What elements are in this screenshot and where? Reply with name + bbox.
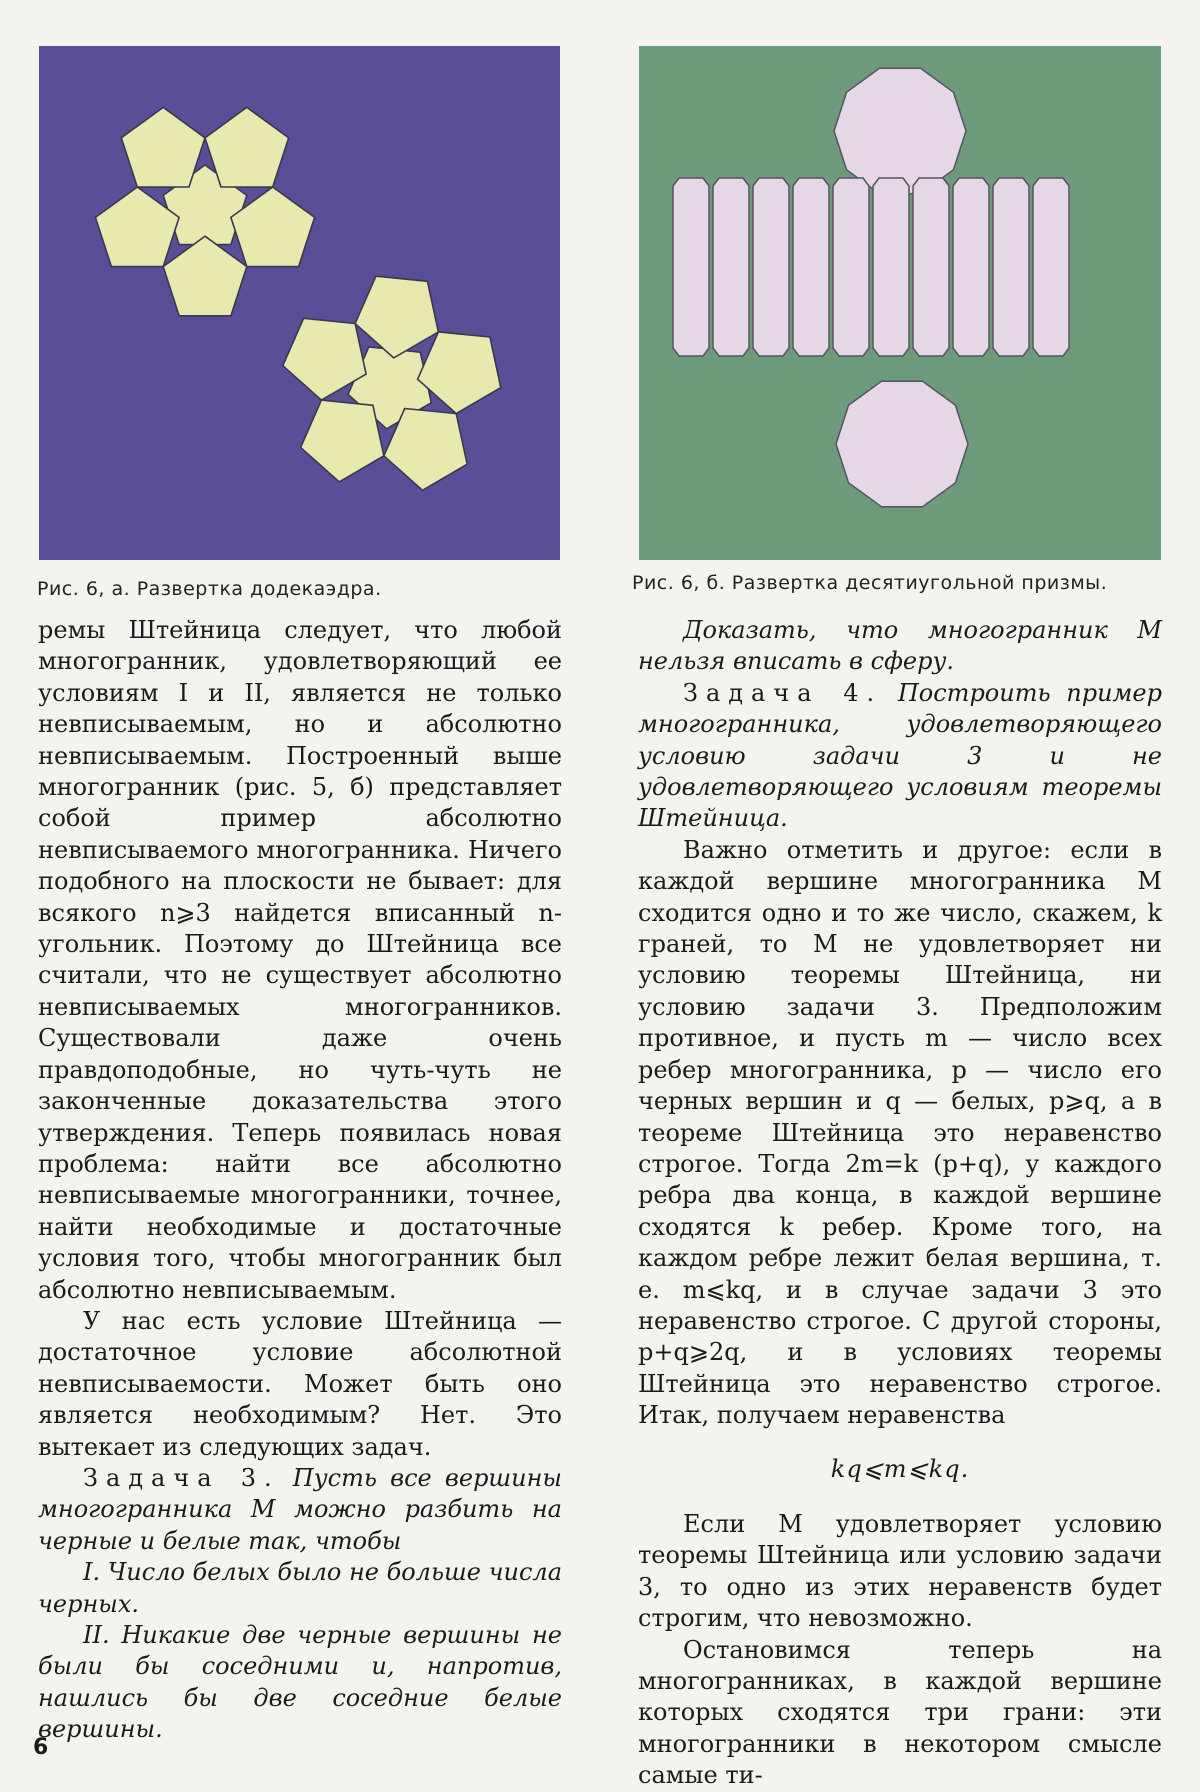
paragraph: Важно отметить и другое: если в каждой вершине многогранника M сходится одно и то же число, скажем, k граней, то M не удовлетворяет ни условию теоремы Штейница, ни условию задачи 3. Предположим противное, и пусть m — число всех ребер многогранника, p — число его черных вершин и q — белых, p⩾q, а в теореме Штейница это неравенство строгое. Тогда 2m=k (p+q), у каждого ребра два конца, в каждой вершине сходятся k ребер. Кроме того, на каждом ребре лежит белая вершина, т. е. m⩽kq, и в случае задачи 3 это неравенство строгое. С другой стороны, p+q⩾2q, и в условиях теоремы Штейница это неравенство строгое. Итак, получаем неравенства [638, 835, 1162, 1430]
task-4-statement [638, 678, 1162, 835]
figure-a-caption: Рис. 6, а. Развертка додекаэдра. [37, 578, 382, 600]
decagon-face [834, 68, 966, 194]
task-3-text: Пусть все вершины многогранника M можно разбить на черные и белые так, чтобы [38, 1463, 562, 1555]
figure-b-caption: Рис. 6, б. Развертка десятиугольной призмы. [632, 572, 1108, 594]
figure-dodecahedron-net [39, 46, 560, 560]
left-text-column [38, 615, 562, 1746]
pentagon-face [205, 107, 289, 187]
decagon-face [836, 381, 968, 507]
rectangle-face [833, 178, 869, 356]
figure-decagonal-prism-net [639, 46, 1161, 560]
prism-net-drawing [639, 46, 1161, 560]
task-3-condition-1: I. Число белых было не больше числа черных. [38, 1558, 563, 1618]
paragraph: Если M удовлетворяет условию теоремы Штейница или условию задачи 3, то одно из этих неравенств будет строгим, что невозможно. [638, 1509, 1162, 1633]
pentagon-face [355, 276, 438, 358]
task-3-condition-2: II. Никакие две черные вершины не были бы соседними и, напротив, нашлись бы две соседние белые вершины. [38, 1621, 562, 1744]
task-3-statement [38, 1463, 562, 1557]
dodecahedron-net-drawing [39, 46, 560, 560]
task-3-label: Задача 3. [83, 1463, 280, 1492]
paragraph: У нас есть условие Штейница — достаточное условие абсолютной невписываемости. Может быть оно является необходимым? Нет. Это вытекает из следующих задач. [38, 1306, 562, 1461]
pentagon-face [163, 236, 247, 316]
rectangle-face [713, 178, 749, 356]
task-4-label: Задача 4. [683, 678, 883, 707]
pentagon-face [301, 400, 384, 482]
task-4-text: Построить пример многогранника, удовлетворяющего условию задачи 3 и не удовлетворяющего условиям теоремы Штейница. [638, 678, 1162, 833]
paragraph: ремы Штейница следует, что любой многогранник, удовлетворяющий ее условиям I и II, является не только невписываемым, но и абсолютно невписываемым. Построенный выше многогранник (рис. 5, б) представляет собой пример абсолютно невписываемого многогранника. Ничего подобного на плоскости не бывает: для всякого n⩾3 найдется вписанный n-угольник. Поэтому до Штейница все считали, что не существует абсолютно невписываемых многогранников. Существовали даже очень правдоподобные, но чуть-чуть не законченные доказательства этого утверждения. Теперь появилась новая проблема: найти все абсолютно невписываемые многогранники, точнее, найти необходимые и достаточные условия того, чтобы многогранник был абсолютно невписываемым. [38, 616, 562, 1304]
rectangle-face [793, 178, 829, 356]
page-number: 6 [33, 1735, 49, 1760]
paragraph: Остановимся теперь на многогранниках, в каждой вершине которых сходятся три грани: эти многогранники в некотором смысле самые ти- [638, 1635, 1162, 1790]
rectangle-face [953, 178, 989, 356]
right-text-column [638, 615, 1162, 1792]
rectangle-face [673, 178, 709, 356]
rectangle-face [1033, 178, 1069, 356]
rectangle-face [873, 178, 909, 356]
inequality-formula: kq⩽m⩽kq. [830, 1454, 970, 1483]
rectangle-face [753, 178, 789, 356]
rectangle-face [913, 178, 949, 356]
prove-statement: Доказать, что многогранник M нельзя вписать в сферу. [638, 616, 1162, 676]
rectangle-face [993, 178, 1029, 356]
pentagon-face [121, 107, 205, 187]
